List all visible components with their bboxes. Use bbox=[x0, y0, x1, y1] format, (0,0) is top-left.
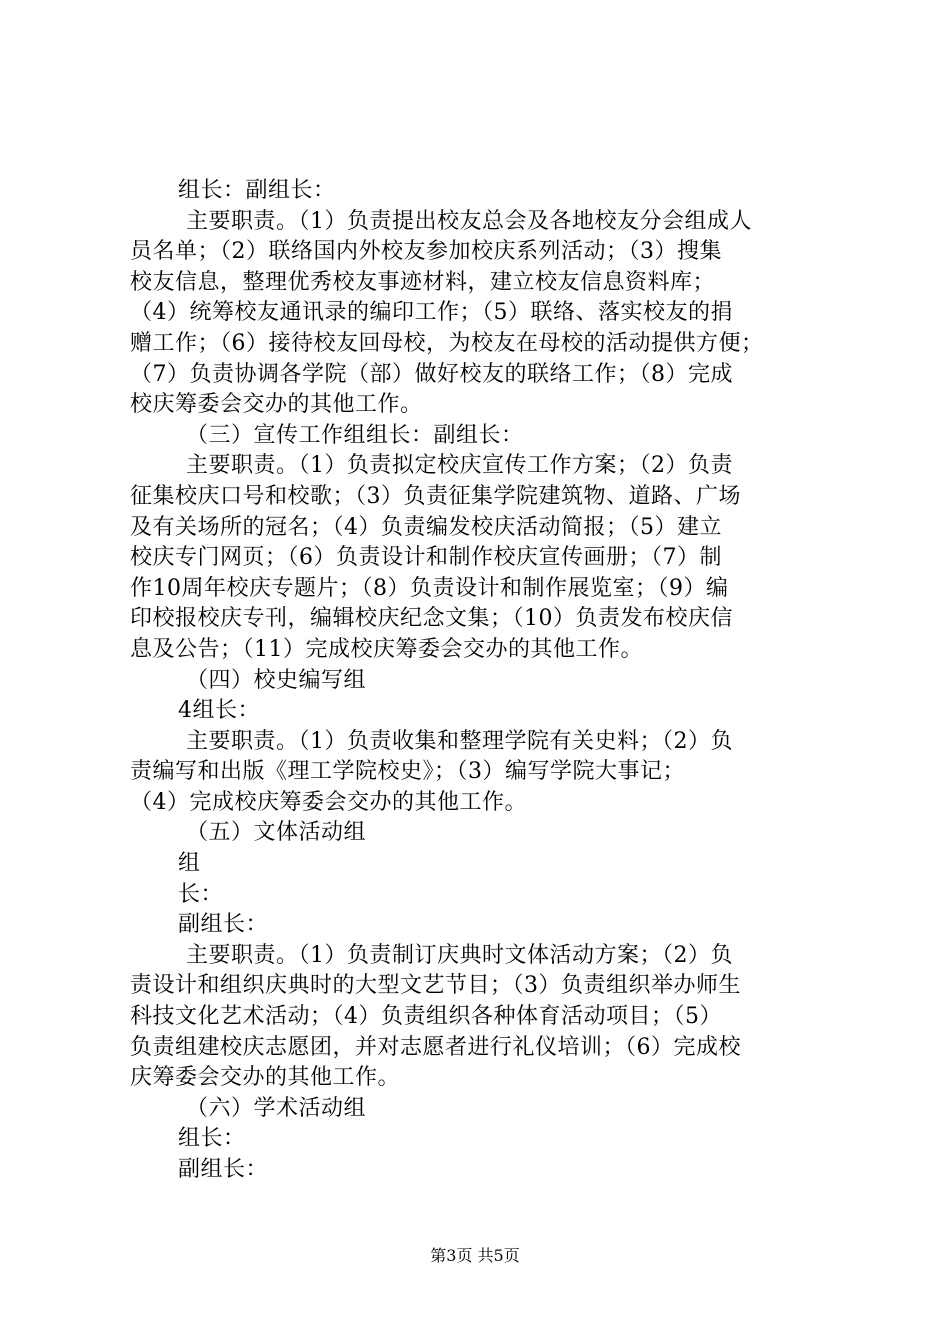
text-line: 主要职责。（1）负责拟定校庆宣传工作方案；（2）负责 bbox=[186, 453, 733, 479]
text-line: 校庆筹委会交办的其他工作。 bbox=[130, 392, 423, 418]
text-line: 作10周年校庆专题片；（8）负责设计和制作展览室；（9）编 bbox=[130, 575, 729, 601]
text-line: 4组长： bbox=[178, 698, 260, 724]
text-line: 责设计和组织庆典时的大型文艺节目；（3）负责组织举办师生 bbox=[130, 973, 741, 999]
text-line: 主要职责。（1）负责提出校友总会及各地校友分会组成人 bbox=[186, 208, 752, 234]
page-footer: 第3页 共5页 bbox=[430, 1246, 520, 1265]
text-line: 科技文化艺术活动；（4）负责组织各种体育活动项目；（5） bbox=[130, 1004, 722, 1030]
text-line: 主要职责。（1）负责收集和整理学院有关史料；（2）负 bbox=[186, 728, 733, 754]
text-line: 副组长： bbox=[178, 912, 269, 938]
text-line: 校友信息，整理优秀校友事迹材料，建立校友信息资料库； bbox=[130, 269, 716, 295]
text-line: 及有关场所的冠名；（4）负责编发校庆活动简报；（5）建立 bbox=[130, 514, 722, 540]
text-line: 庆筹委会交办的其他工作。 bbox=[130, 1065, 401, 1091]
section-heading: （四）校史编写组 bbox=[186, 667, 367, 693]
text-line: 员名单；（2）联络国内外校友参加校庆系列活动；（3）搜集 bbox=[130, 239, 722, 265]
text-line: 赠工作；（6）接待校友回母校，为校友在母校的活动提供方便； bbox=[130, 330, 764, 356]
section-heading: （六）学术活动组 bbox=[186, 1095, 367, 1121]
text-line: 主要职责。（1）负责制订庆典时文体活动方案；（2）负 bbox=[186, 942, 733, 968]
text-line: 组 bbox=[178, 851, 201, 877]
text-line: 息及公告；（11）完成校庆筹委会交办的其他工作。 bbox=[130, 636, 643, 662]
section-heading: （五）文体活动组 bbox=[186, 820, 367, 846]
text-line: 组长：副组长： bbox=[178, 178, 336, 203]
text-line: 副组长： bbox=[178, 1157, 269, 1182]
text-line: 组长： bbox=[178, 1126, 246, 1152]
section-heading: （三）宣传工作组组长：副组长： bbox=[186, 422, 524, 448]
text-line: 印校报校庆专刊，编辑校庆纪念文集；（10）负责发布校庆信 bbox=[130, 606, 733, 632]
document-body bbox=[130, 176, 845, 1186]
text-line: 负责组建校庆志愿团，并对志愿者进行礼仪培训；（6）完成校 bbox=[130, 1034, 741, 1060]
text-line: （7）负责协调各学院（部）做好校友的联络工作；（8）完成 bbox=[130, 361, 733, 387]
text-line: （4）统筹校友通讯录的编印工作；（5）联络、落实校友的捐 bbox=[130, 300, 733, 326]
text-line: 责编写和出版《理工学院校史》；（3）编写学院大事记； bbox=[130, 759, 685, 785]
text-line: （4）完成校庆筹委会交办的其他工作。 bbox=[130, 789, 527, 815]
text-line: 征集校庆口号和校歌；（3）负责征集学院建筑物、道路、广场 bbox=[130, 483, 741, 509]
text-line: 校庆专门网页；（6）负责设计和制作校庆宣传画册；（7）制 bbox=[130, 545, 722, 571]
text-line: 长： bbox=[178, 881, 224, 907]
